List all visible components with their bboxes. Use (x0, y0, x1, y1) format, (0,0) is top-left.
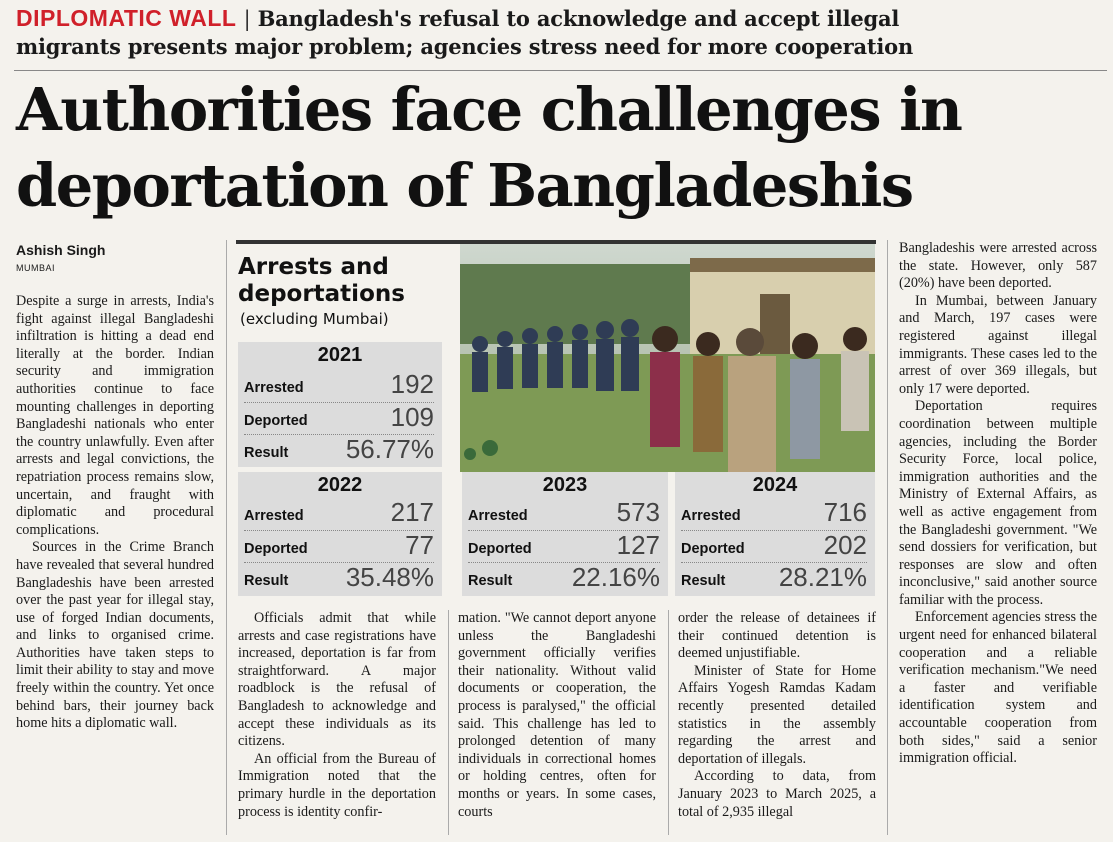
column-rule (668, 610, 669, 835)
result-label: Result (244, 573, 289, 589)
stat-box-2021 (238, 342, 442, 467)
arrested-label: Arrested (244, 508, 304, 524)
kicker-separator: | (243, 7, 251, 31)
column-rule (226, 240, 227, 835)
arrested-row (468, 498, 660, 528)
deported-label: Deported (244, 413, 308, 429)
result-label: Result (244, 445, 289, 461)
headline (16, 72, 1106, 224)
paragraph: Deportation requires coordination between multiple agencies, including the Border Security Force, local police, immigration authorities and the Ministry of External Affairs, as well as active engagement from the Bangladeshi government. "We send dossiers for verification, but responses are slow and often inconclusive," said another source familiar with the process. (899, 398, 1097, 608)
dateline: MUMBAI (16, 263, 55, 273)
result-row (244, 562, 434, 593)
arrested-row (244, 370, 434, 400)
deported-value: 109 (390, 402, 434, 432)
article-column-2 (238, 610, 436, 821)
kicker-text-2: migrants presents major problem; agencies stress need for more cooperation (16, 34, 914, 59)
article-column-3 (458, 610, 656, 821)
arrested-value: 217 (390, 497, 434, 527)
year-label: 2022 (317, 474, 363, 496)
byline-author: Ashish Singh (16, 242, 106, 258)
year-label: 2023 (542, 474, 588, 496)
paragraph: mation. "We cannot deport anyone unless the Bangladeshi government officially verifies their nationality. Without valid documents or cooperation, the process is paralysed," the official said. This challenge has led to prolonged detention of many individuals in correctional homes or holding centres, often for months or years. In some cases, courts (458, 610, 656, 820)
arrested-label: Arrested (244, 380, 304, 396)
paragraph: An official from the Bureau of Immigration noted that the primary hurdle in the deportation process is identity confir- (238, 750, 436, 820)
news-photo (460, 244, 875, 472)
chart-title-line-1: Arrests and (238, 254, 389, 280)
paragraph: Sources in the Crime Branch have revealed that several hundred Bangladeshis have been arrested over the past year for illegal stay, use of forged Indian documents, and links to organised crime. Authorities have taken steps to limit their ability to stay and move freely within the country. Yet once behind bars, their journey back home hits a diplomatic wall. (16, 539, 214, 732)
kicker-line-1 (16, 4, 1106, 33)
deported-row (681, 530, 867, 561)
deported-value: 127 (616, 530, 660, 560)
deported-row (244, 530, 434, 561)
arrested-value: 192 (390, 369, 434, 399)
result-value: 22.16% (571, 562, 660, 592)
result-row (244, 434, 434, 465)
result-row (468, 562, 660, 593)
article-column-5 (899, 240, 1097, 768)
paragraph: Bangladeshis were arrested across the state. However, only 587 (20%) have been deported. (899, 240, 1097, 292)
paragraph: Officials admit that while arrests and case registrations have increased, deportation is far from straightforward. A major roadblock is the refusal of Bangladesh to acknowledge and accept these individuals as its citizens. (238, 610, 436, 750)
result-value: 56.77% (345, 434, 434, 464)
arrested-label: Arrested (681, 508, 741, 524)
chart-subtitle: (excluding Mumbai) (240, 310, 389, 328)
year-label: 2021 (317, 344, 363, 366)
deported-label: Deported (468, 541, 532, 557)
deported-row (244, 402, 434, 433)
article-column-4 (678, 610, 876, 821)
column-rule (448, 610, 449, 835)
result-row (681, 562, 867, 593)
article-column-1 (16, 293, 214, 733)
deported-value: 202 (823, 530, 867, 560)
kicker-text-1: Bangladesh's refusal to acknowledge and accept illegal (257, 6, 900, 31)
arrested-value: 716 (823, 497, 867, 527)
top-rule (14, 70, 1107, 71)
deported-label: Deported (244, 541, 308, 557)
chart-title-line-2: deportations (238, 281, 405, 307)
stat-box-2023 (462, 472, 668, 596)
arrested-value: 573 (616, 497, 660, 527)
headline-line-1: Authorities face challenges in (16, 75, 962, 144)
arrested-row (681, 498, 867, 528)
paragraph: According to data, from January 2023 to March 2025, a total of 2,935 illegal (678, 768, 876, 820)
result-value: 28.21% (778, 562, 867, 592)
result-label: Result (468, 573, 513, 589)
paragraph: Enforcement agencies stress the urgent need for enhanced bilateral cooperation and a reliable verification mechanism."We need a faster and verifiable identification system and accountable cooperation from both sides," said a senior immigration official. (899, 609, 1097, 767)
result-value: 35.48% (345, 562, 434, 592)
stat-box-2022 (238, 472, 442, 596)
deported-row (468, 530, 660, 561)
paragraph: Despite a surge in arrests, India's fight against illegal Bangladeshi infiltration is hitting a dead end literally at the border. Indian security and immigration authorities continue to face mounting challenges in deporting Bangladeshi nationals who enter the country unlawfully. Even after arrests and legal convictions, the repatriation process remains slow, uncertain, and fraught with diplomatic and procedural complications. (16, 293, 214, 538)
year-label: 2024 (752, 474, 798, 496)
photo-illustration (460, 244, 875, 472)
paragraph: In Mumbai, between January and March, 197 cases were registered against illegal immigrants. These cases led to the arrest of over 369 illegals, but only 17 were deported. (899, 292, 1097, 397)
result-label: Result (681, 573, 726, 589)
headline-line-2: deportation of Bangladeshis (16, 151, 913, 220)
paragraph: Minister of State for Home Affairs Yogesh Ramdas Kadam recently presented detailed statistics in the assembly regarding the arrest and deportation of illegals. (678, 662, 876, 767)
column-rule (887, 240, 888, 835)
arrested-label: Arrested (468, 508, 528, 524)
deported-label: Deported (681, 541, 745, 557)
deported-value: 77 (405, 530, 434, 560)
arrested-row (244, 498, 434, 528)
kicker (16, 4, 1106, 61)
chart-title (238, 254, 405, 308)
stat-box-2024 (675, 472, 875, 596)
paragraph: order the release of detainees if their continued detention is deemed unjustifiable. (678, 610, 876, 662)
section-tag: DIPLOMATIC WALL (16, 5, 237, 31)
